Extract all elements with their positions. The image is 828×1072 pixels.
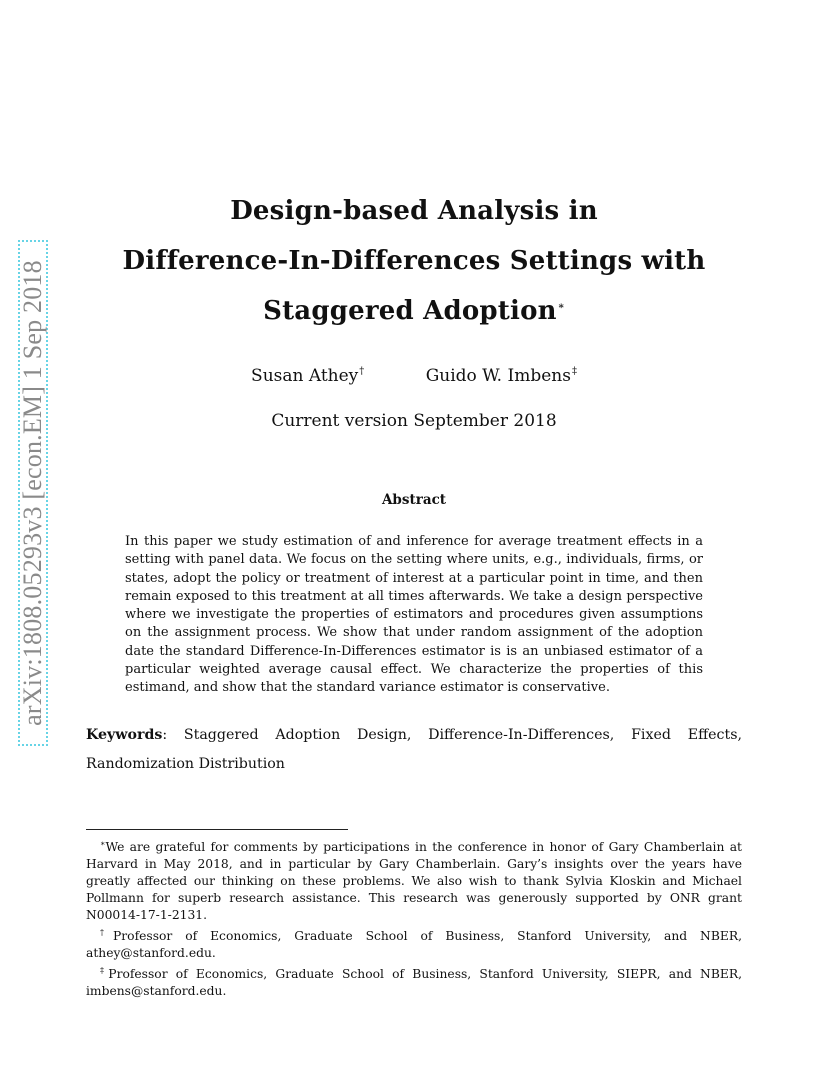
title-line-1 — [0, 196, 828, 226]
author-name: Susan Athey — [251, 366, 359, 386]
title-line-3 — [0, 296, 828, 326]
author-imbens — [426, 366, 577, 386]
title-line-3-text: Staggered Adoption — [263, 296, 557, 326]
keywords — [86, 721, 742, 779]
title-line-1-text: Design-based Analysis in — [230, 196, 598, 226]
footnote-mark: ∗ — [100, 839, 106, 848]
abstract-text: In this paper we study estimation of and inference for average treatment effects in a setting with panel data. We focus on the setting where units, e.g., individuals, firms, or states, adopt the policy or treatment of interest at a particular point in time, and then remain exposed to this treatment at all times afterwards. We take a design perspective where we investigate the properties of estimators and procedures given assumptions on the assignment process. We show that under random assignment of the adoption date the standard Difference-In-Differences estimator is is an unbiased estimator of a particular weighted average causal effect. We characterize the properties of this estimand, and show that the standard variance estimator is conservative. — [125, 534, 703, 696]
author-mark: ‡ — [571, 366, 577, 378]
footnote-mark: ‡ — [100, 966, 109, 976]
keywords-label: Keywords — [86, 727, 163, 743]
authors — [0, 366, 828, 386]
title-line-2-text: Difference-In-Differences Settings with — [122, 246, 706, 276]
footnote-text: We are grateful for comments by participations in the conference in honor of Gary Chamberlain at Harvard in May 2018, and in particular by Gary Chamberlain. Gary’s insights over the years have greatly affected our thinking on these problems. We also wish to thank Sylvia Kloskin and Michael Pollmann for superb research assistance. This research was generously supported by ONR grant N00014-17-1-2131. — [86, 840, 742, 923]
author-name: Guido W. Imbens — [425, 366, 571, 386]
version-date: Current version September 2018 — [271, 411, 557, 431]
footnote-text: Professor of Economics, Graduate School of Business, Stanford University, SIEPR, and NBER, imbens@stanford.edu. — [86, 967, 742, 999]
footnote-text: Professor of Economics, Graduate School of Business, Stanford University, and NBER, athey@stanford.edu. — [86, 929, 742, 961]
title-line-2 — [0, 246, 828, 276]
footnote-imbens — [86, 962, 742, 1000]
abstract-heading: Abstract — [381, 492, 447, 508]
title-footnote-mark: ∗ — [557, 301, 565, 313]
footnote-mark: † — [100, 928, 114, 938]
author-mark: † — [359, 366, 365, 378]
arxiv-stamp-text: arXiv:1808.05293v3 [econ.EM] 1 Sep 2018 — [18, 260, 47, 726]
footnote-rule — [86, 829, 348, 830]
author-athey — [251, 366, 364, 386]
keywords-text: : Staggered Adoption Design, Difference-In-Differences, Fixed Effects, Randomization Distribution — [86, 727, 742, 772]
footnotes — [86, 835, 742, 1000]
footnote-athey — [86, 924, 742, 962]
footnote-acknowledgements — [86, 835, 742, 924]
